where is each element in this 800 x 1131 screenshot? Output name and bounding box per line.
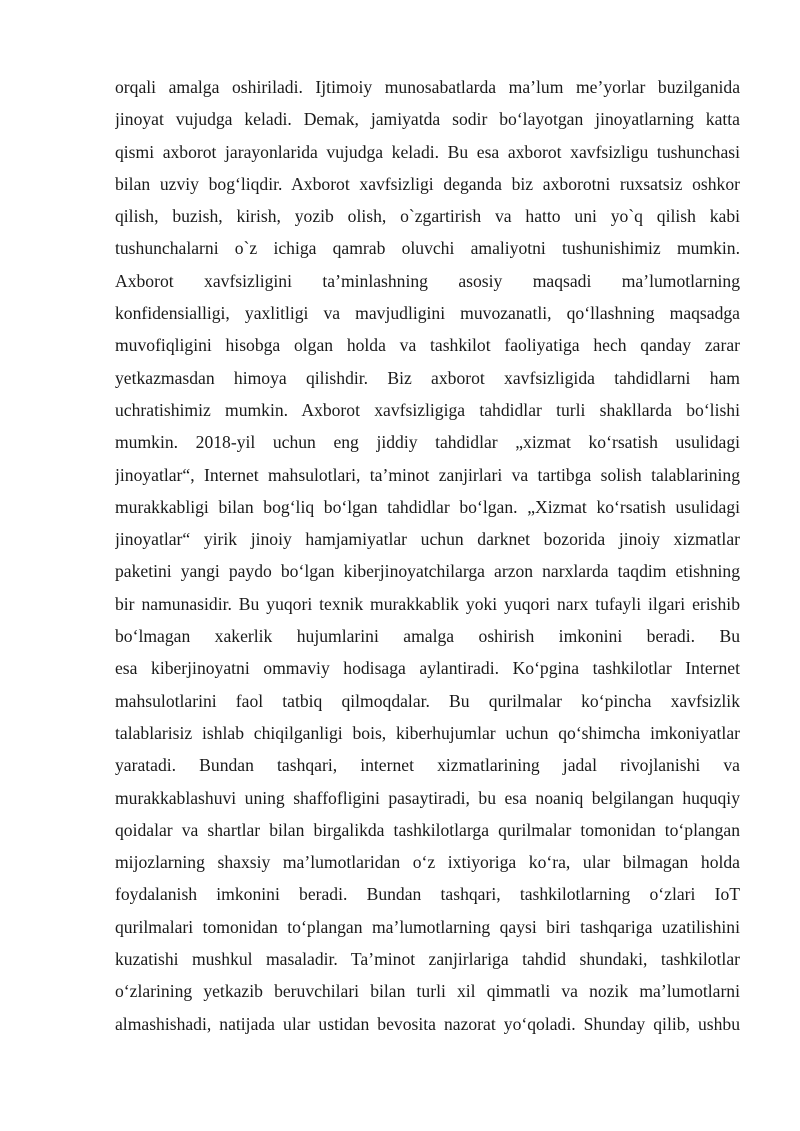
text-line: qilish, buzish, kirish, yozib olish, o`zgartirish va hatto uni yo`q qilish kabi bbox=[115, 206, 740, 227]
text-line: mijozlarning shaxsiy ma’lumotlaridan o‘z ixtiyoriga ko‘ra, ular bilmagan holda bbox=[115, 852, 740, 873]
text-line: bir namunasidir. Bu yuqori texnik murakkablik yoki yuqori narx tufayli ilgari erishib bbox=[115, 593, 740, 614]
text-line: tushunchalarni o`z ichiga qamrab oluvchi amaliyotni tushunishimiz mumkin. bbox=[115, 238, 740, 259]
text-line: bilan uzviy bog‘liqdir. Axborot xavfsizligi deganda biz axborotni ruxsatsiz oshkor bbox=[115, 173, 740, 194]
text-line: jinoyat vujudga keladi. Demak, jamiyatda sodir bo‘layotgan jinoyatlarning katta bbox=[115, 109, 740, 130]
text-line: uchratishimiz mumkin. Axborot xavfsizligiga tahdidlar turli shakllarda bo‘lishi bbox=[115, 399, 740, 420]
text-line: jinoyatlar“, Internet mahsulotlari, ta’minot zanjirlari va tartibga solish talablarining bbox=[115, 464, 740, 485]
text-line: jinoyatlar“ yirik jinoiy hamjamiyatlar uchun darknet bozorida jinoiy xizmatlar bbox=[115, 529, 740, 550]
body-text bbox=[115, 71, 740, 1040]
text-line: qoidalar va shartlar bilan birgalikda tashkilotlarga qurilmalar tomonidan to‘plangan bbox=[115, 819, 740, 840]
text-line: murakkabligi bilan bog‘liq bo‘lgan tahdidlar bo‘lgan. „Xizmat ko‘rsatish usulidagi bbox=[115, 496, 740, 517]
text-line: almashishadi, natijada ular ustidan bevosita nazorat yo‘qoladi. Shunday qilib, ushbu bbox=[115, 1013, 740, 1034]
text-line: orqali amalga oshiriladi. Ijtimoiy munosabatlarda ma’lum me’yorlar buzilganida bbox=[115, 77, 740, 97]
text-line: yaratadi. Bundan tashqari, internet xizmatlarining jadal rivojlanishi va bbox=[115, 755, 740, 776]
text-line: yetkazmasdan himoya qilishdir. Biz axborot xavfsizligida tahdidlarni ham bbox=[115, 367, 740, 388]
text-line: mahsulotlarini faol tatbiq qilmoqdalar. Bu qurilmalar ko‘pincha xavfsizlik bbox=[115, 690, 740, 711]
text-line: murakkablashuvi uning shaffofligini pasaytiradi, bu esa noaniq belgilangan huquqiy bbox=[115, 787, 740, 808]
text-line: muvofiqligini hisobga olgan holda va tashkilot faoliyatiga hech qanday zarar bbox=[115, 335, 740, 356]
text-line: foydalanish imkonini beradi. Bundan tashqari, tashkilotlarning o‘zlari IoT bbox=[115, 884, 740, 905]
text-line: paketini yangi paydo bo‘lgan kiberjinoyatchilarga arzon narxlarda taqdim etishning bbox=[115, 561, 740, 582]
text-line: bo‘lmagan xakerlik hujumlarini amalga oshirish imkonini beradi. Bu bbox=[115, 626, 740, 647]
text-line: talablarisiz ishlab chiqilganligi bois, kiberhujumlar uchun qo‘shimcha imkoniyatlar bbox=[115, 722, 740, 743]
text-line: o‘zlarining yetkazib beruvchilari bilan turli xil qimmatli va nozik ma’lumotlarni bbox=[115, 981, 740, 1002]
text-line: Axborot xavfsizligini ta’minlashning asosiy maqsadi ma’lumotlarning bbox=[115, 270, 740, 291]
text-line: qurilmalari tomonidan to‘plangan ma’lumotlarning qaysi biri tashqariga uzatilishini bbox=[115, 916, 740, 937]
text-line: esa kiberjinoyatni ommaviy hodisaga aylantiradi. Ko‘pgina tashkilotlar Internet bbox=[115, 658, 740, 679]
text-line: qismi axborot jarayonlarida vujudga keladi. Bu esa axborot xavfsizligu tushunchasi bbox=[115, 141, 740, 162]
text-line: kuzatishi mushkul masaladir. Ta’minot zanjirlariga tahdid shundaki, tashkilotlar bbox=[115, 949, 740, 970]
text-line: mumkin. 2018-yil uchun eng jiddiy tahdidlar „xizmat ko‘rsatish usulidagi bbox=[115, 432, 740, 453]
text-line: konfidensialligi, yaxlitligi va mavjudligini muvozanatli, qo‘llashning maqsadga bbox=[115, 303, 740, 324]
